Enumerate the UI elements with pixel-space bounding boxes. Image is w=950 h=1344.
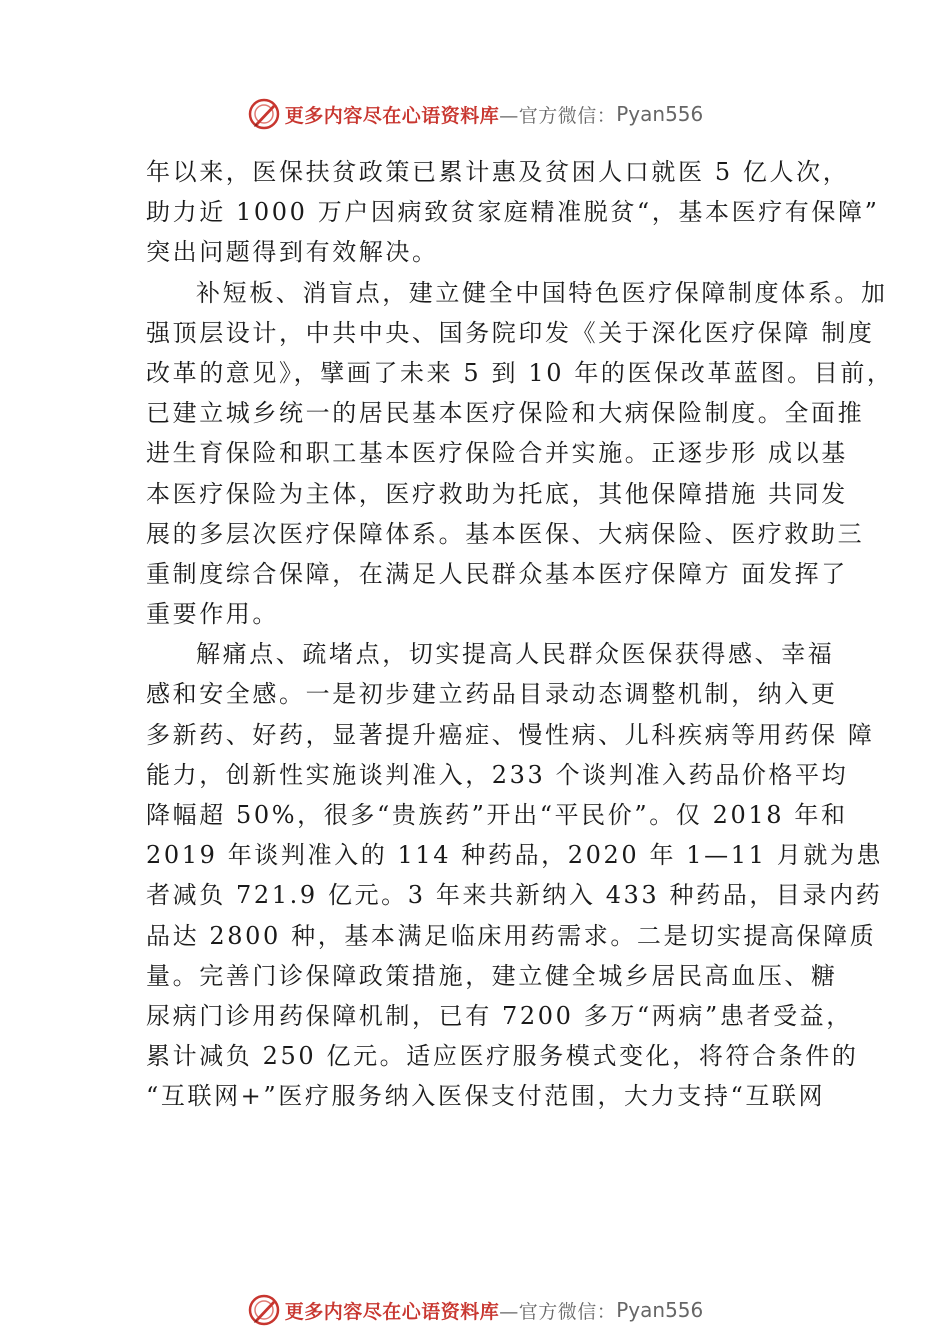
text-line: 展的多层次医疗保障体系。基本医保、大病保险、医疗救助三 (146, 519, 865, 548)
banner-wechat-label: —官方微信： (499, 1300, 617, 1323)
text-line: 降幅超 50%，很多“贵族药”开出“平民价”。仅 2018 年和 (146, 801, 848, 829)
banner-title: 更多内容尽在心语资料库 (284, 104, 500, 127)
footer-banner (0, 1290, 950, 1330)
text-line: 累计减负 250 亿元。适应医疗服务模式变化，将符合条件的 (146, 1042, 859, 1071)
text-line: 2019 年谈判准入的 114 种药品，2020 年 1—11 月就为患 (146, 841, 884, 870)
text-line: 多新药、好药，显著提升癌症、慢性病、儿科疾病等用药保 障 (146, 720, 875, 749)
pen-logo-icon (247, 97, 281, 131)
banner-wechat-id: Pyan556 (616, 1298, 704, 1322)
text-line: 尿病门诊用药保障机制，已有 7200 多万“两病”患者受益， (146, 1001, 853, 1030)
paragraph-start-line: 补短板、消盲点，建立健全中国特色医疗保障制度体系。加 (196, 278, 888, 307)
document-body (146, 152, 894, 1117)
text-line: 强顶层设计，中共中央、国务院印发《关于深化医疗保障 制度 (146, 318, 875, 347)
text-line: 品达 2800 种，基本满足临床用药需求。二是切实提高保障质 (146, 921, 877, 950)
banner-wechat-label: —官方微信： (499, 104, 617, 127)
banner-title: 更多内容尽在心语资料库 (284, 1300, 500, 1323)
text-line: 突出问题得到有效解决。 (146, 238, 439, 267)
text-line: 重要作用。 (146, 600, 279, 629)
text-line: 者减负 721.9 亿元。3 年来共新纳入 433 种药品，目录内药 (146, 881, 883, 910)
text-line: “互联网+”医疗服务纳入医保支付范围，大力支持“互联网 (146, 1082, 826, 1111)
text-line: 重制度综合保障，在满足人民群众基本医疗保障方 面发挥了 (146, 559, 848, 588)
text-line: 本医疗保险为主体，医疗救助为托底，其他保障措施 共同发 (146, 479, 848, 508)
pen-logo-icon (247, 1293, 281, 1327)
text-line: 感和安全感。一是初步建立药品目录动态调整机制，纳入更 (146, 680, 838, 709)
text-line: 年以来，医保扶贫政策已累计惠及贫困人口就医 5 亿人次， (146, 158, 850, 186)
text-line: 量。完善门诊保障政策措施，建立健全城乡居民高血压、糖 (146, 961, 838, 990)
paragraph-start-line: 解痛点、疏堵点，切实提高人民群众医保获得感、幸福 (196, 640, 835, 669)
header-banner (0, 94, 950, 134)
text-line: 能力，创新性实施谈判准入，233 个谈判准入药品价格平均 (146, 760, 849, 789)
text-line: 助力近 1000 万户因病致贫家庭精准脱贫“，基本医疗有保障” (146, 198, 880, 227)
banner-wechat-id: Pyan556 (616, 102, 704, 126)
text-line: 改革的意见》，擘画了未来 5 到 10 年的医保改革蓝图。目前， (146, 358, 894, 387)
text-line: 已建立城乡统一的居民基本医疗保险和大病保险制度。全面推 (146, 399, 865, 428)
text-line: 进生育保险和职工基本医疗保险合并实施。正逐步形 成以基 (146, 439, 848, 468)
